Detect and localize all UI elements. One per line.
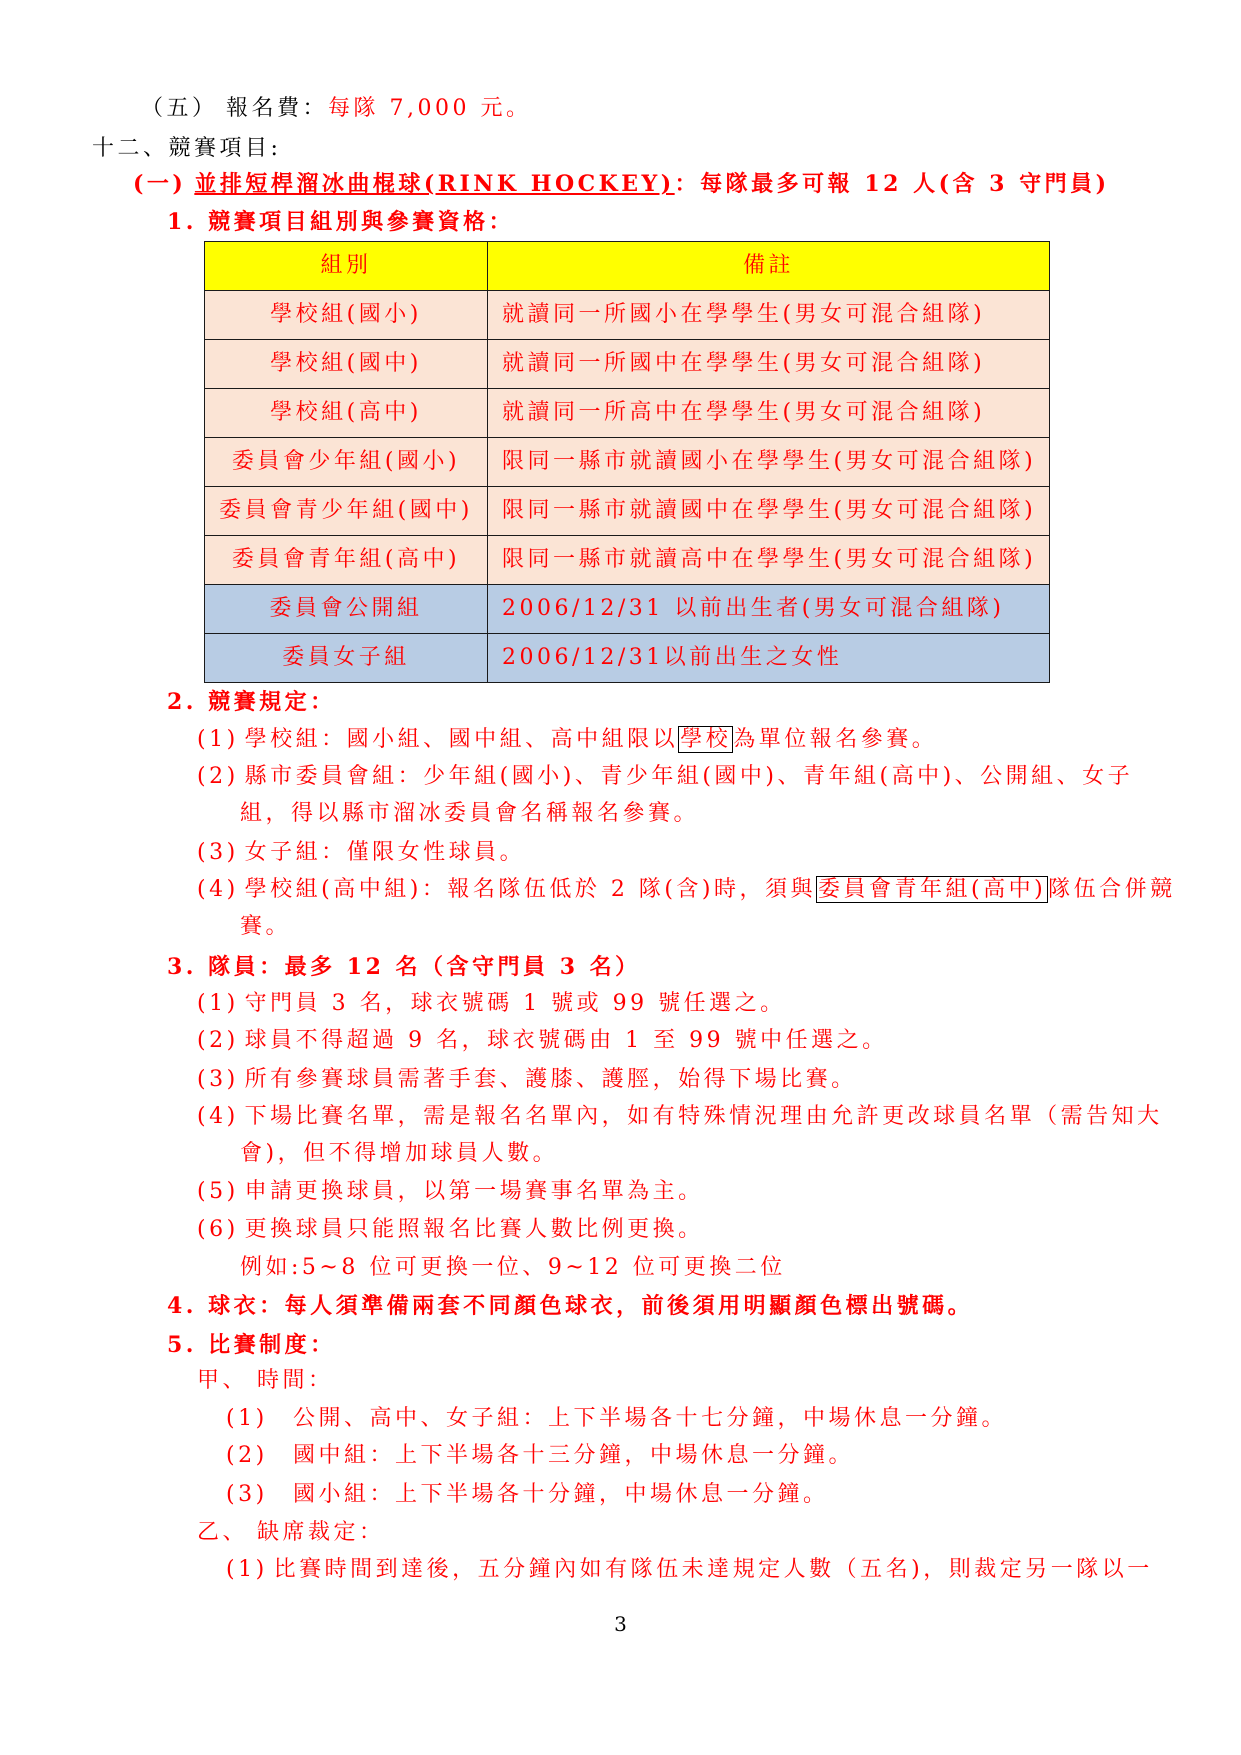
item-number: (5) (197, 1179, 239, 1204)
section-title: 十二、競賽項目: (92, 136, 282, 161)
item-number: (1) (197, 727, 239, 752)
note-cell: 限同一縣市就讀國小在學學生(男女可混合組隊) (488, 438, 1050, 487)
item-text: 學校組(高中組)：報名隊伍低於 2 隊(含)時，須與 (244, 877, 816, 902)
table-row (205, 291, 1050, 340)
item-text: 為單位報名參賽。 (733, 727, 938, 752)
player-rule (197, 1179, 704, 1205)
note-cell: 限同一縣市就讀國中在學學生(男女可混合組隊) (488, 487, 1050, 536)
event-prefix: (一) (133, 171, 187, 197)
table-row (205, 487, 1050, 536)
group-cell: 委員會青少年組(國中) (205, 487, 488, 536)
group-cell: 委員女子組 (205, 634, 488, 683)
group-cell: 委員會青年組(高中) (205, 536, 488, 585)
item-text: 守門員 3 名，球衣號碼 1 號或 99 號任選之。 (244, 991, 786, 1016)
item-text: 國中組：上下半場各十三分鐘，中場休息一分鐘。 (293, 1443, 855, 1468)
item-text: 學校組：國小組、國中組、高中組限以 (244, 727, 679, 752)
item-text: 更換球員只能照報名比賽人數比例更換。 (244, 1217, 704, 1242)
fee-name: 報名費： (226, 96, 329, 121)
jersey-title: 4. 球衣：每人須準備兩套不同顏色球衣，前後須用明顯顏色標出號碼。 (167, 1293, 974, 1319)
item-number: (2) (226, 1443, 268, 1468)
event-heading (133, 171, 1110, 197)
item-text: 申請更換球員，以第一場賽事名單為主。 (244, 1179, 704, 1204)
table-row (205, 536, 1050, 585)
group-cell: 委員會少年組(國小) (205, 438, 488, 487)
item-text: 球員不得超過 9 名，球衣號碼由 1 至 99 號中任選之。 (244, 1028, 888, 1053)
item-number: (4) (197, 877, 239, 902)
regulation-item (197, 877, 1176, 903)
item-number: (3) (197, 840, 239, 865)
time-rule (226, 1482, 829, 1508)
group-cell: 學校組(國中) (205, 340, 488, 389)
absence-rule (226, 1557, 1153, 1583)
note-cell: 就讀同一所國中在學學生(男女可混合組隊) (488, 340, 1050, 389)
note-cell: 限同一縣市就讀高中在學學生(男女可混合組隊) (488, 536, 1050, 585)
group-cell: 學校組(國小) (205, 291, 488, 340)
regulation-item (197, 727, 937, 753)
regulation-item (197, 764, 1133, 790)
item-number: (2) (197, 764, 239, 789)
fee-label: （五） (141, 96, 218, 121)
item-text: 國小組：上下半場各十分鐘，中場休息一分鐘。 (293, 1482, 829, 1507)
regulation-item (197, 840, 525, 866)
item-number: (3) (197, 1067, 239, 1092)
player-rule (197, 1104, 1163, 1130)
table-header-row (205, 242, 1050, 291)
absence-heading-text: 缺席裁定： (257, 1520, 385, 1545)
event-name: 並排短桿溜冰曲棍球(RINK HOCKEY) (194, 171, 675, 197)
time-rule (226, 1406, 1007, 1432)
item-continuation: 例如:5~8 位可更換一位、9~12 位可更換二位 (240, 1255, 786, 1280)
item-number: (6) (197, 1217, 239, 1242)
player-rule (197, 1067, 857, 1093)
note-cell: 2006/12/31以前出生之女性 (488, 634, 1050, 683)
absence-label: 乙、 (197, 1520, 249, 1545)
group-cell: 委員會公開組 (205, 585, 488, 634)
table-row (205, 438, 1050, 487)
item-text: 女子組：僅限女性球員。 (244, 840, 526, 865)
players-title: 3. 隊員：最多 12 名（含守門員 3 名） (167, 954, 641, 980)
event-detail: ：每隊最多可報 12 人(含 3 守門員) (674, 171, 1110, 197)
item-continuation: 賽。 (240, 914, 292, 939)
player-rule (197, 991, 786, 1017)
item-number: (3) (226, 1482, 268, 1507)
item-text: 隊伍合併競 (1048, 877, 1176, 902)
item-text: 縣市委員會組：少年組(國小)、青少年組(國中)、青年組(高中)、公開組、女子 (244, 764, 1134, 789)
item-number: (4) (197, 1104, 239, 1129)
item-number: (1) (226, 1406, 268, 1431)
item-text: 下場比賽名單，需是報名名單內，如有特殊情況理由允許更改球員名單（需告知大 (244, 1104, 1163, 1129)
table-row (205, 634, 1050, 683)
player-rule (197, 1028, 888, 1054)
group-cell: 學校組(高中) (205, 389, 488, 438)
item-number: (1) (197, 991, 239, 1016)
fee-line (141, 96, 531, 122)
table-row (205, 389, 1050, 438)
format-title: 5. 比賽制度： (167, 1332, 336, 1358)
time-rule (226, 1443, 854, 1469)
regulations-title: 2. 競賽規定： (167, 689, 336, 715)
item-text: 所有參賽球員需著手套、護膝、護脛，始得下場比賽。 (244, 1067, 857, 1092)
time-heading (197, 1368, 334, 1394)
note-cell: 2006/12/31 以前出生者(男女可混合組隊) (488, 585, 1050, 634)
boxed-term: 委員會青年組(高中) (818, 877, 1047, 902)
header-note: 備註 (488, 242, 1050, 291)
item-continuation: 組，得以縣市溜冰委員會名稱報名參賽。 (240, 801, 700, 826)
absence-heading (197, 1520, 385, 1546)
groups-title: 1. 競賽項目組別與參賽資格： (167, 209, 515, 235)
player-rule (197, 1217, 704, 1243)
table-row (205, 340, 1050, 389)
header-group: 組別 (205, 242, 488, 291)
boxed-term: 學校 (680, 727, 732, 752)
fee-value: 每隊 7,000 元。 (328, 96, 532, 121)
note-cell: 就讀同一所高中在學學生(男女可混合組隊) (488, 389, 1050, 438)
item-number: (2) (197, 1028, 239, 1053)
table-row (205, 585, 1050, 634)
groups-table (204, 241, 1050, 683)
item-continuation: 會)，但不得增加球員人數。 (240, 1141, 559, 1166)
time-label: 甲、 (197, 1368, 249, 1393)
item-number: (1) (226, 1557, 268, 1582)
note-cell: 就讀同一所國小在學學生(男女可混合組隊) (488, 291, 1050, 340)
page-number: 3 (614, 1612, 627, 1636)
item-text: 比賽時間到達後，五分鐘內如有隊伍未達規定人數（五名)，則裁定另一隊以一 (273, 1557, 1153, 1582)
time-heading-text: 時間： (257, 1368, 334, 1393)
item-text: 公開、高中、女子組：上下半場各十七分鐘，中場休息一分鐘。 (293, 1406, 1008, 1431)
